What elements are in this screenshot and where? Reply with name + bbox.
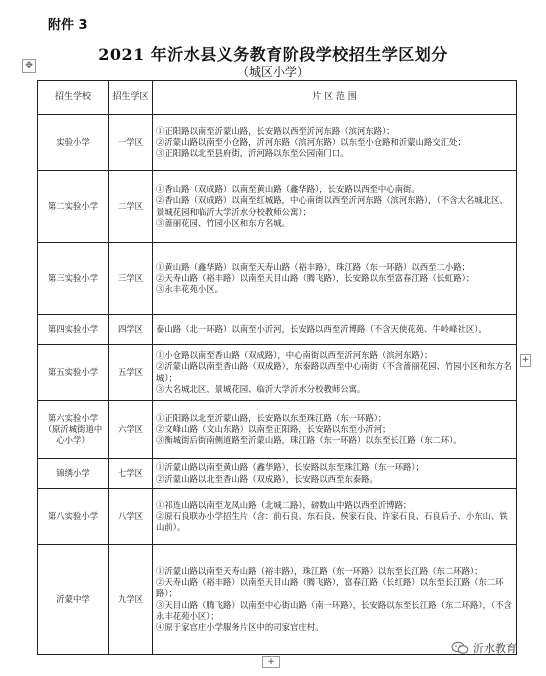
- district-number-cell: 三学区: [109, 243, 153, 315]
- district-number-cell: 二学区: [109, 171, 153, 243]
- table-row: [38, 243, 517, 315]
- table-row: [38, 315, 517, 345]
- school-name-cell: 第五实验小学: [38, 345, 109, 401]
- range-line: ②沂蒙山路以北至香山路（双成路），长安路以西至东泰路。: [156, 473, 378, 484]
- range-line: ①祁连山路以南至龙凤山路（北城二路），磅数山中路以西至沂博路；: [156, 499, 412, 510]
- range-line: ①沂蒙山路以南至天寿山路（裕丰路），珠江路（东一环路）以东至长江路（东二环路）；: [156, 566, 483, 577]
- column-header-district: 招生学区: [109, 81, 153, 115]
- range-line: ③正阳路以北至县府街，沂河路以东至公园南门口。: [156, 148, 349, 159]
- district-range-cell: [153, 401, 517, 459]
- table-resize-bottom-handle[interactable]: +: [262, 656, 280, 668]
- attachment-label: 附件 3: [48, 18, 88, 33]
- school-name-cell: 第八实验小学: [38, 489, 109, 545]
- range-line: ③天目山路（腾飞路）以南至中心街山路（南一环路），长安路以东至长江路（东二环路），（不含永丰花苑小区）；: [156, 599, 512, 621]
- table-row: [38, 489, 517, 545]
- district-range-cell: [153, 171, 517, 243]
- school-name-cell: 实验小学: [38, 115, 109, 171]
- table-row: [38, 401, 517, 459]
- district-range-cell: [153, 345, 517, 401]
- district-number-cell: 五学区: [109, 345, 153, 401]
- school-name-cell: 锦绣小学: [38, 459, 109, 489]
- district-number-cell: 六学区: [109, 401, 153, 459]
- range-line: ③永丰花苑小区。: [156, 284, 223, 295]
- range-line: ②天寿山路（裕丰路）以南至天目山路（腾飞路），富春江路（长红路）以东至长江路（东二环路）；: [156, 577, 504, 599]
- table-row: [38, 459, 517, 489]
- district-number-cell: 一学区: [109, 115, 153, 171]
- range-line: ②天寿山路（裕丰路）以南至天目山路（腾飞路），长安路以东至富春江路（长虹路）；: [156, 272, 475, 283]
- table-move-handle-icon[interactable]: ✥: [22, 59, 36, 73]
- range-line: ①香山路（双成路）以南至黄山路（鑫华路），长安路以西至中心南街。: [156, 184, 420, 195]
- watermark: [451, 640, 517, 656]
- school-name-cell: 第三实验小学: [38, 243, 109, 315]
- range-line: ②原石良联办小学招生片（含：前石良、东石良、侯家石良、许家石良、石良后子、小东山、铁山前）。: [156, 510, 508, 533]
- district-range-cell: [153, 315, 517, 345]
- school-name-cell: 第六实验小学（原沂城街道中心小学）: [38, 401, 109, 459]
- range-line: ③衡城街后街南侧道路至沂蒙山路，珠江路（东一环路）以东至长江路（东二环）。: [156, 435, 462, 446]
- range-line: ②文峰山路（文山东路）以南至正阳路，长安路以东至小沂河；: [156, 423, 391, 434]
- wechat-icon: [451, 641, 469, 655]
- range-line: ③蔷丽花园、竹园小区和东方名城。: [156, 217, 290, 228]
- range-line: ①沂蒙山路以南至黄山路（鑫华路），长安路以东至珠江路（东一环路）；: [156, 462, 424, 473]
- range-line: ②香山路（双成路）以南至红城路，中心南街以西至沂河东路（滨河东路），（不含大名城北区、景城花园和临沂大学沂水分校教师公寓）；: [156, 195, 508, 217]
- range-line: ①正阳路以北至沂蒙山路，长安路以东至珠江路（东一环路）；: [156, 412, 387, 423]
- column-header-school: 招生学校: [38, 81, 109, 115]
- district-number-cell: 八学区: [109, 489, 153, 545]
- table-header-row: [38, 81, 517, 115]
- range-line: ③大名城北区、景城花园、临沂大学沂水分校教师公寓。: [156, 383, 366, 394]
- school-name-cell: 沂蒙中学: [38, 545, 109, 655]
- district-range-cell: [153, 115, 517, 171]
- page-title: 2021 年沂水县义务教育阶段学校招生学区划分: [98, 45, 448, 64]
- watermark-text: 沂水教育: [473, 642, 517, 655]
- district-range-cell: [153, 545, 517, 655]
- column-header-range: 片 区 范 围: [153, 81, 517, 115]
- district-range-cell: [153, 459, 517, 489]
- table-resize-right-handle[interactable]: +: [521, 355, 530, 365]
- district-range-cell: [153, 489, 517, 545]
- range-line: ②沂蒙山路以南至香山路（双成路），东泰路以西至中心南街（不含蔷丽花园、竹园小区和东方名城）；: [156, 361, 512, 383]
- district-table: [37, 80, 517, 655]
- school-name-cell: 第四实验小学: [38, 315, 109, 345]
- table-row: [38, 545, 517, 655]
- district-number-cell: 九学区: [109, 545, 153, 655]
- school-name-cell: 第二实验小学: [38, 171, 109, 243]
- district-number-cell: 七学区: [109, 459, 153, 489]
- table-row: [38, 171, 517, 243]
- range-line: ①正阳路以南至沂蒙山路，长安路以西至沂河东路（滨河东路）；: [156, 125, 395, 136]
- district-range-cell: [153, 243, 517, 315]
- page-subtitle: （城区小学）: [236, 65, 309, 79]
- range-line: ④原于家官庄小学服务片区中的司家官庄村。: [156, 621, 324, 632]
- table-row: [38, 115, 517, 171]
- range-line: ①小仓路以南至香山路（双成路），中心南街以西至沂河东路（滨河东路）；: [156, 350, 433, 361]
- table-body: [38, 115, 517, 655]
- table-row: [38, 345, 517, 401]
- range-line: ①黄山路（鑫华路）以南至天寿山路（裕丰路），珠江路（东一环路）以西至二小路；: [156, 261, 471, 272]
- district-number-cell: 四学区: [109, 315, 153, 345]
- range-line: 泰山路（北一环路）以南至小沂河，长安路以西至沂博路（不含天使花苑、牛岭峰社区）。: [156, 323, 487, 334]
- range-line: ②沂蒙山路以南至小仓路，沂河东路（滨河东路）以东至小仓路和沂蒙山路交汇处；: [156, 136, 466, 147]
